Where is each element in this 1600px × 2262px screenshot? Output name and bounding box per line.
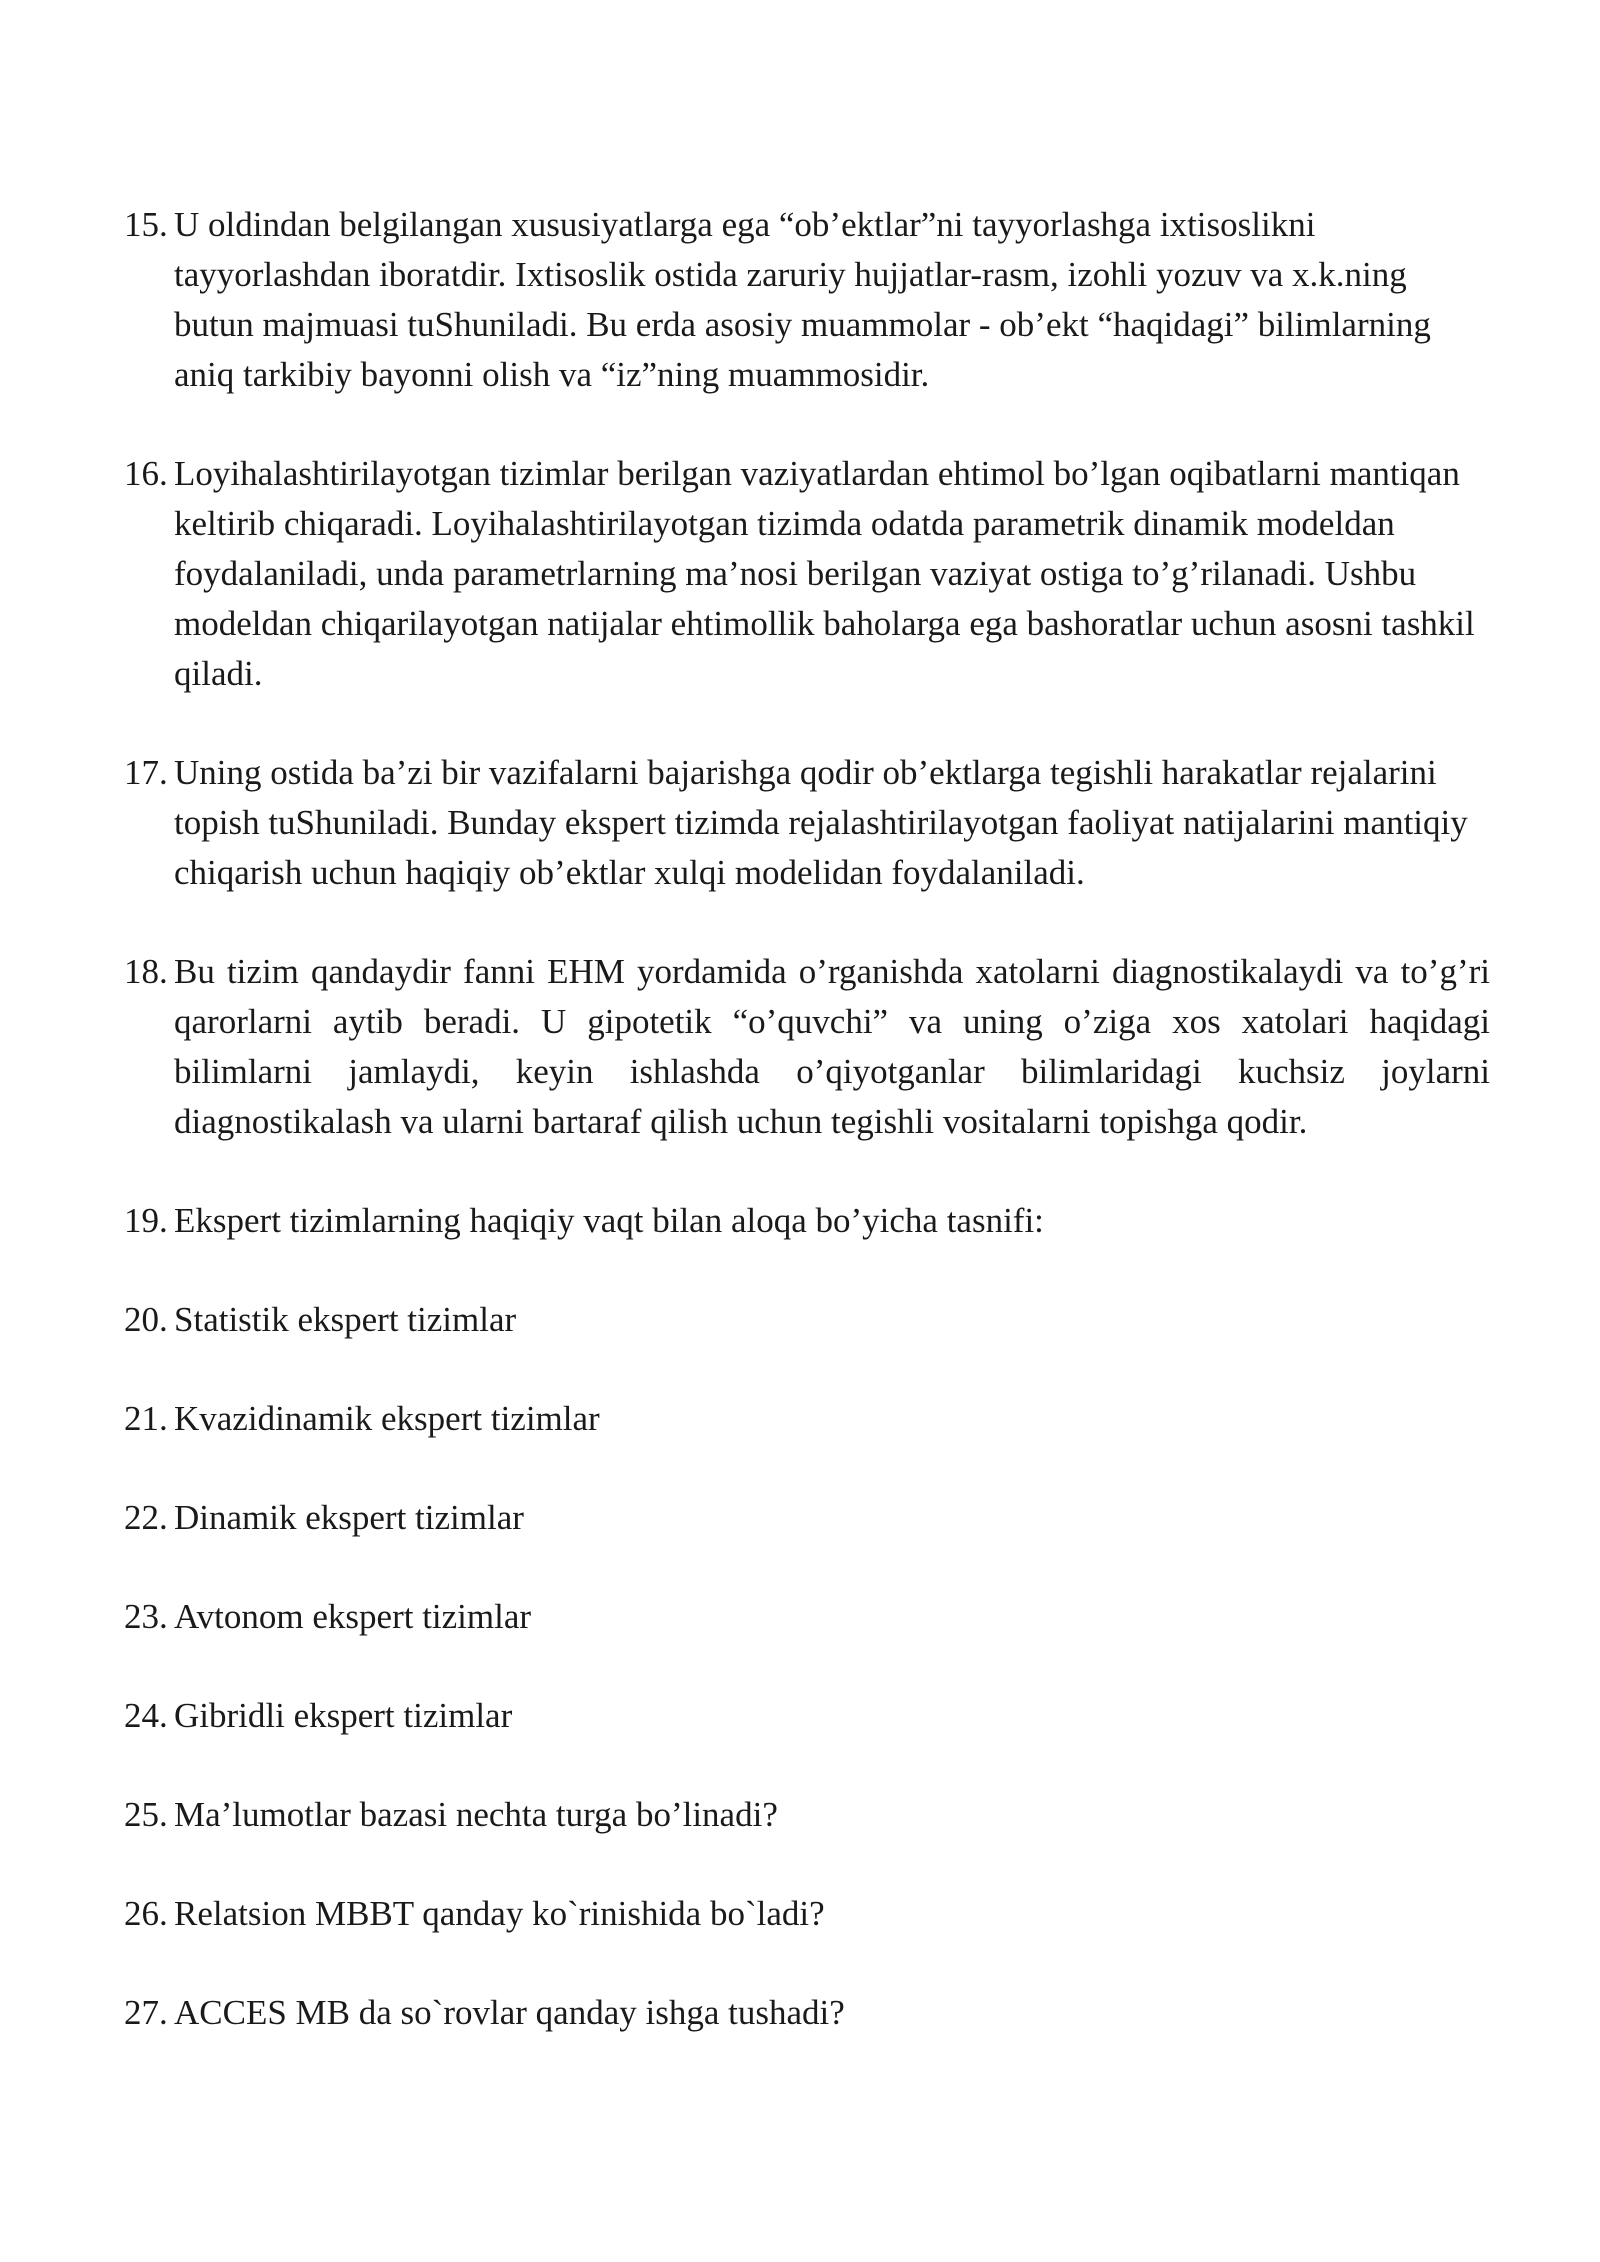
question-text: Ekspert tizimlarning haqiqiy vaqt bilan aloqa bo’yicha tasnifi:: [174, 1201, 1044, 1240]
question-text: Gibridli ekspert tizimlar: [174, 1696, 513, 1735]
question-item-22: [124, 1493, 1490, 1543]
question-number: 21.: [124, 1399, 168, 1438]
question-number: 17.: [124, 753, 168, 792]
question-item-17: [124, 748, 1490, 898]
question-number: 20.: [124, 1300, 168, 1339]
question-item-16: [124, 449, 1490, 699]
question-number: 16.: [124, 454, 168, 493]
question-list: [124, 200, 1490, 2038]
question-item-18: [124, 947, 1490, 1147]
question-item-27: [124, 1988, 1490, 2038]
question-number: 23.: [124, 1597, 168, 1636]
question-number: 15.: [124, 205, 168, 244]
question-number: 18.: [124, 952, 168, 991]
question-text: Dinamik ekspert tizimlar: [174, 1498, 524, 1537]
question-item-25: [124, 1790, 1490, 1840]
question-item-20: [124, 1295, 1490, 1345]
question-text: U oldindan belgilangan xususiyatlarga ega “ob’ektlar”ni tayyorlashga ixtisoslikni tayyorlashdan iboratdir. Ixtisoslik ostida zaruriy hujjatlar-rasm, izohli yozuv va x.k.ning butun majmuasi tuShuniladi. Bu erda asosiy muammolar - ob’ekt “haqidagi” bilimlarning aniq tarkibiy bayonni olish va “iz”ning muammosidir.: [174, 205, 1431, 394]
question-text: Loyihalashtirilayotgan tizimlar berilgan vaziyatlardan ehtimol bo’lgan oqibatlarni mantiqan keltirib chiqaradi. Loyihalashtirilayotgan tizimda odatda parametrik dinamik modeldan foydalaniladi, unda parametrlarning ma’nosi berilgan vaziyat ostiga to’g’rilanadi. Ushbu modeldan chiqarilayotgan natijalar ehtimollik baholarga ega bashoratlar uchun asosni tashkil qiladi.: [174, 454, 1475, 693]
question-text: Relatsion MBBT qanday ko`rinishida bo`ladi?: [174, 1894, 825, 1933]
question-text: Ma’lumotlar bazasi nechta turga bo’linadi?: [174, 1795, 778, 1834]
question-item-26: [124, 1889, 1490, 1939]
question-number: 22.: [124, 1498, 168, 1537]
question-text: Avtonom ekspert tizimlar: [174, 1597, 532, 1636]
question-text: Bu tizim qandaydir fanni EHM yordamida o’rganishda xatolarni diagnostikalaydi va to’g’ri qarorlarni aytib beradi. U gipotetik “o’quvchi” va uning o’ziga xos xatolari haqidagi bilimlarni jamlaydi, keyin ishlashda o’qiyotganlar bilimlaridagi kuchsiz joylarni diagnostikalash va ularni bartaraf qilish uchun tegishli vositalarni topishga qodir.: [174, 952, 1490, 1141]
question-number: 25.: [124, 1795, 168, 1834]
question-number: 19.: [124, 1201, 168, 1240]
question-text: ACCES MB da so`rovlar qanday ishga tushadi?: [174, 1993, 845, 2032]
question-text: Kvazidinamik ekspert tizimlar: [174, 1399, 600, 1438]
question-item-15: [124, 200, 1490, 400]
question-text: Statistik ekspert tizimlar: [174, 1300, 517, 1339]
question-item-24: [124, 1691, 1490, 1741]
question-number: 26.: [124, 1894, 168, 1933]
question-item-19: [124, 1196, 1490, 1246]
question-text: Uning ostida ba’zi bir vazifalarni bajarishga qodir ob’ektlarga tegishli harakatlar rejalarini topish tuShuniladi. Bunday ekspert tizimda rejalashtirilayotgan faoliyat natijalarini mantiqiy chiqarish uchun haqiqiy ob’ektlar xulqi modelidan foydalaniladi.: [174, 753, 1468, 892]
question-item-23: [124, 1592, 1490, 1642]
question-item-21: [124, 1394, 1490, 1444]
question-number: 27.: [124, 1993, 168, 2032]
question-number: 24.: [124, 1696, 168, 1735]
